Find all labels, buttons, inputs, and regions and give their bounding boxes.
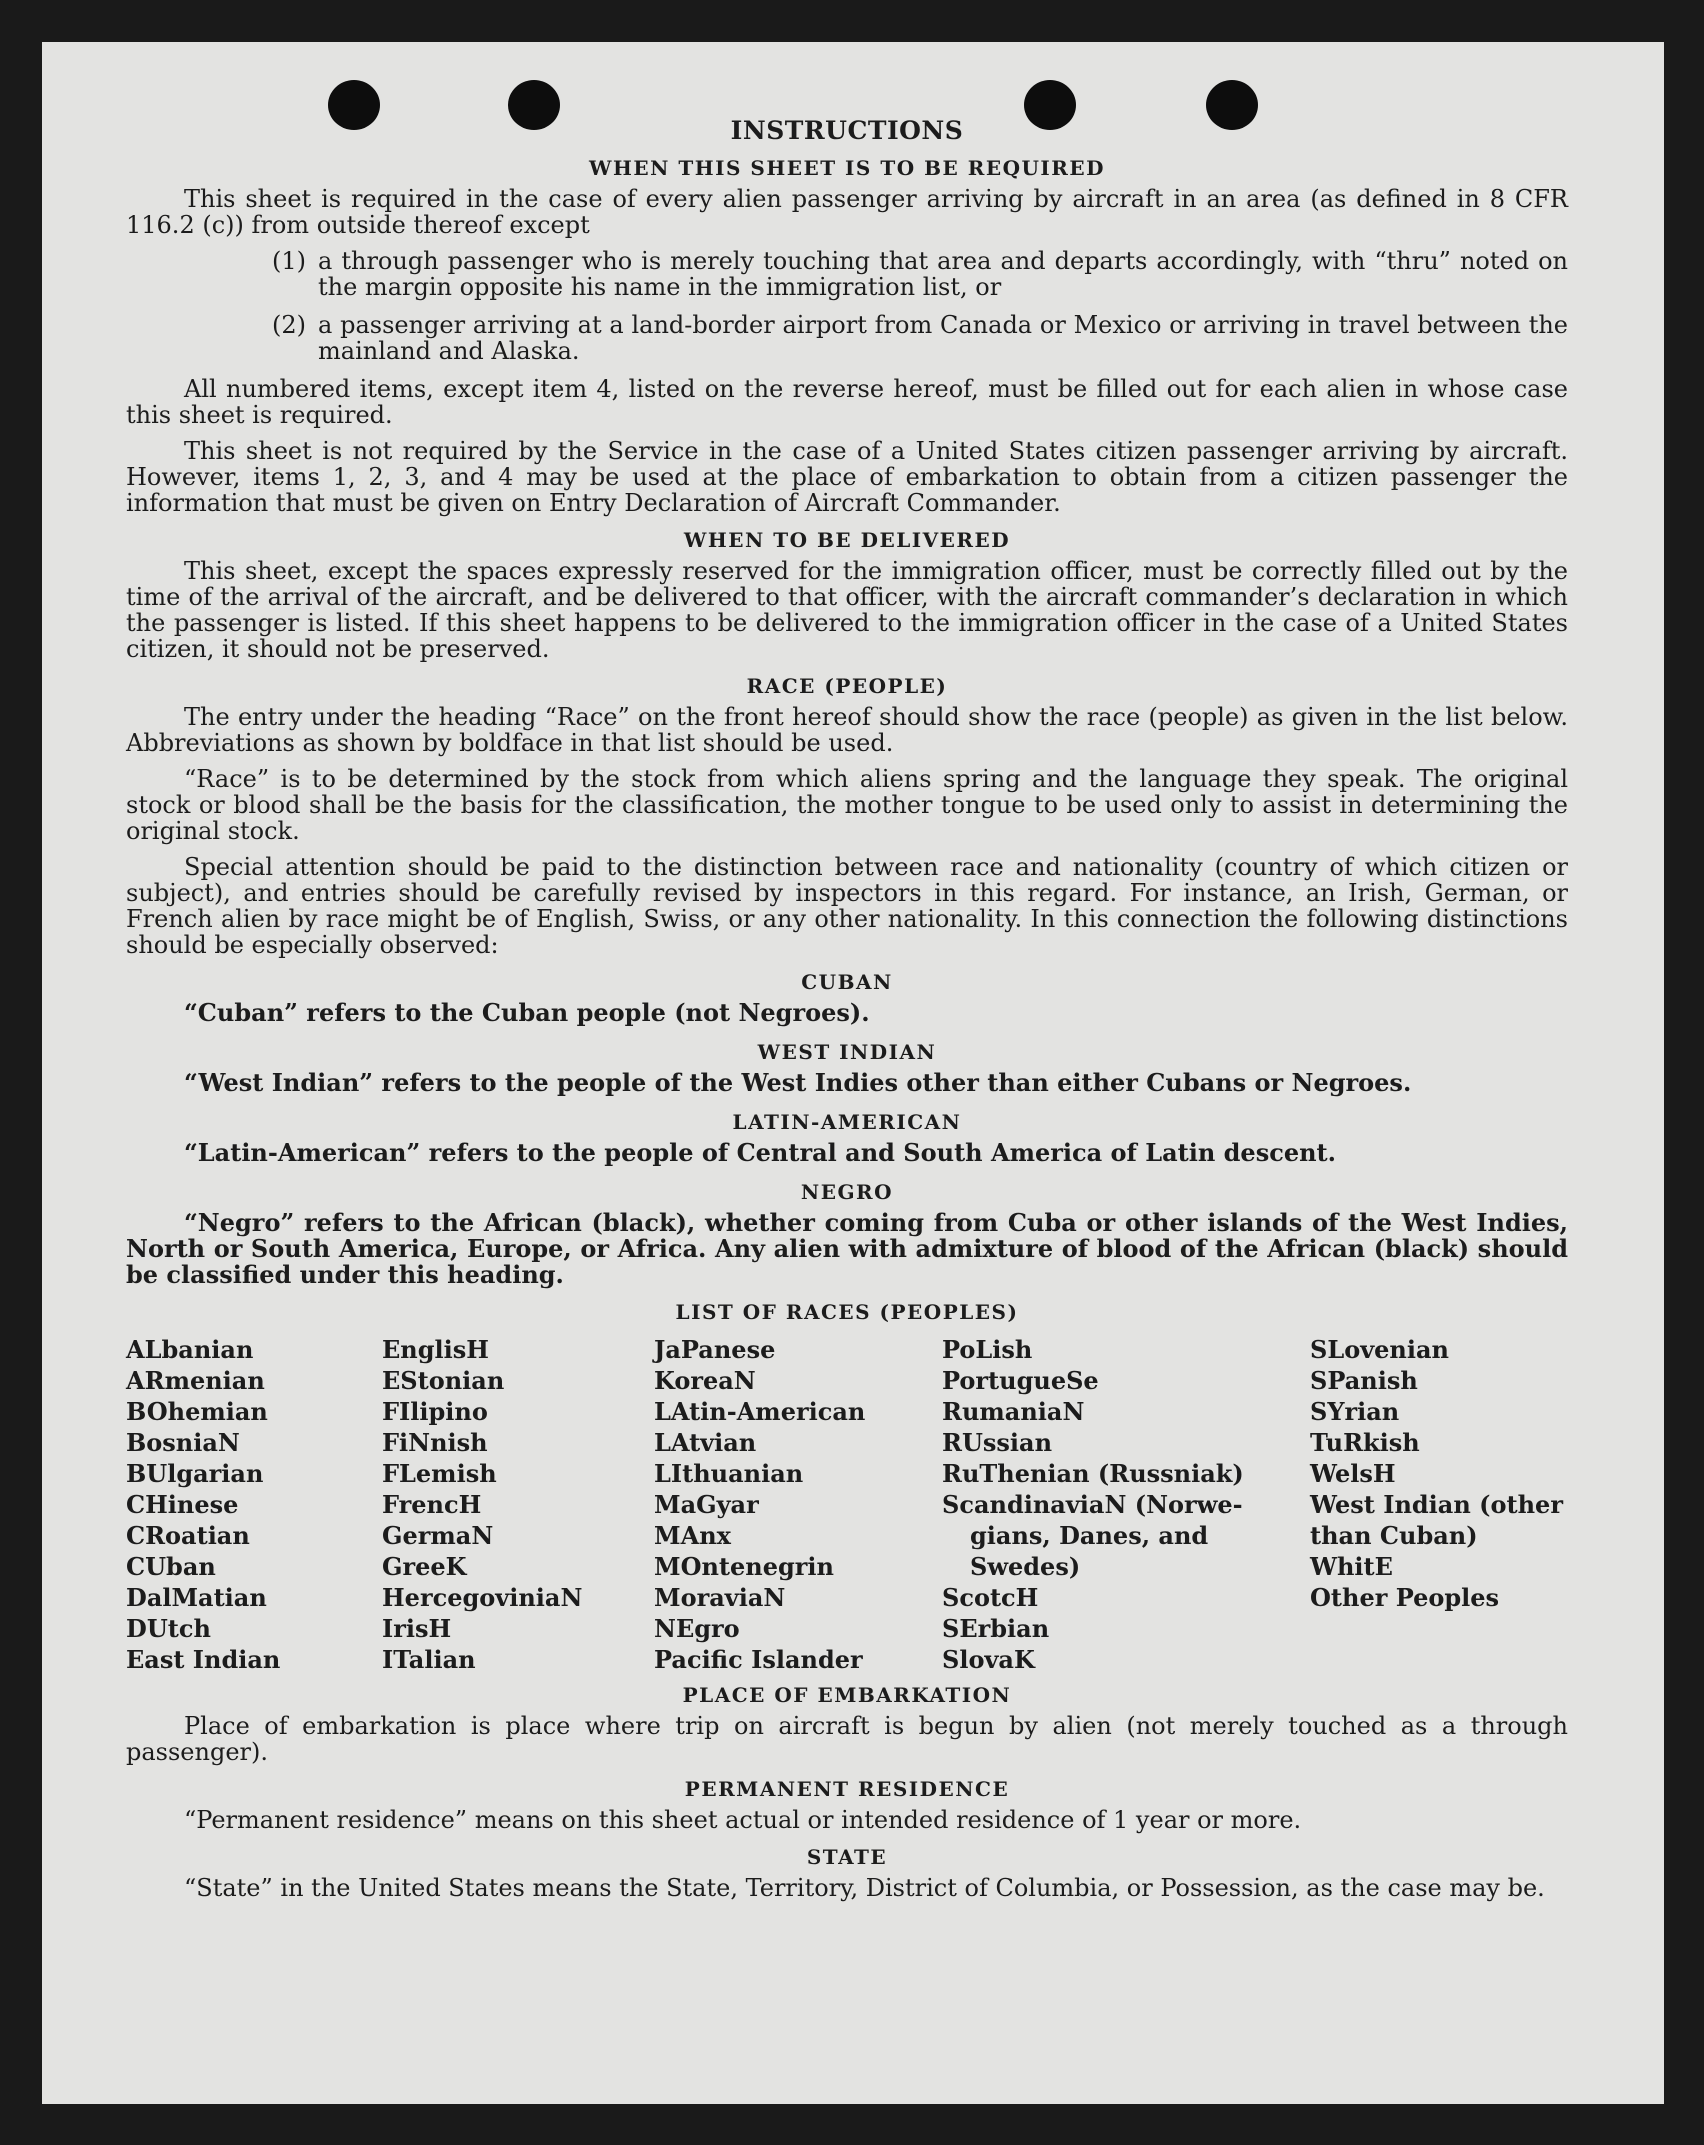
races-column [942, 1334, 1310, 1675]
race-entry: SYrian [1310, 1397, 1400, 1426]
race-entry: GreeK [382, 1552, 467, 1581]
race-entry: SErbian [942, 1614, 1050, 1643]
race-entry: NEgro [654, 1614, 740, 1643]
race-entry: GermaN [382, 1521, 494, 1550]
paragraph-delivery: This sheet, except the spaces expressly reserved for the immigration officer, must be correctly filled out by the time of the arrival of the aircraft, and be delivered to that officer, with the aircraft commander’s declaration in which the passenger is listed. If this sheet happens to be delivered to the immigration officer in the case of a United States citizen, it should not be preserved. [126, 557, 1568, 663]
race-entry: MoraviaN [654, 1583, 786, 1612]
paragraph-required-intro: This sheet is required in the case of every alien passenger arriving by aircraft in an area (as defined in 8 CFR 116.2 (c)) from outside thereof except [126, 185, 1568, 239]
race-entry: RUssian [942, 1428, 1053, 1457]
heading-latin-american: LATIN-AMERICAN [732, 1110, 962, 1134]
document-page [42, 42, 1664, 2104]
heading-when-delivered: WHEN TO BE DELIVERED [683, 528, 1011, 552]
race-entry: CHinese [126, 1490, 239, 1519]
race-entry: Pacific Islander [654, 1645, 863, 1674]
race-entry: BUlgarian [126, 1459, 264, 1488]
race-entry: HercegoviniaN [382, 1583, 583, 1612]
races-column [382, 1334, 654, 1675]
paragraph-citizen-passenger: This sheet is not required by the Service in the case of a United States citizen passenger arriving by aircraft. However, items 1, 2, 3, and 4 may be used at the place of embarkation to obtain from a citizen passenger the information that must be given on Entry Declaration of Aircraft Commander. [126, 437, 1568, 517]
heading-west-indian: WEST INDIAN [757, 1040, 937, 1064]
race-entry: SPanish [1310, 1366, 1418, 1395]
race-entry: DalMatian [126, 1583, 267, 1612]
heading-negro: NEGRO [800, 1180, 894, 1204]
exception-item [126, 248, 1568, 300]
race-entry: CRoatian [126, 1521, 250, 1550]
race-entry: BosniaN [126, 1428, 240, 1457]
definition-negro: “Negro” refers to the African (black), whether coming from Cuba or other islands of the West Indies, North or South America, Europe, or Africa. Any alien with admixture of blood of the African (black) should be classified under this heading. [126, 1208, 1568, 1289]
race-entry: CUban [126, 1552, 216, 1581]
heading-list-of-races: LIST OF RACES (PEOPLES) [675, 1300, 1019, 1324]
race-entry: EStonian [382, 1366, 505, 1395]
race-entry: LAtvian [654, 1428, 757, 1457]
race-entry: WelsH [1310, 1459, 1396, 1488]
race-entry: ScotcH [942, 1583, 1039, 1612]
race-entry: PoLish [942, 1335, 1033, 1364]
race-entry: East Indian [126, 1645, 281, 1674]
race-entry: SlovaK [942, 1645, 1035, 1674]
exception-number: (1) [272, 247, 306, 275]
race-entry: DUtch [126, 1614, 211, 1643]
paragraph-race-definition: “Race” is to be determined by the stock from which aliens spring and the language they speak. The original stock or blood shall be the basis for the classification, the mother tongue to be used only to assist in determining the original stock. [126, 765, 1568, 845]
heading-permanent-residence: PERMANENT RESIDENCE [684, 1777, 1010, 1801]
race-entry: ScandinaviaN (Norwe- [942, 1490, 1243, 1519]
race-entry: PortugueSe [942, 1366, 1099, 1395]
race-entry: EnglisH [382, 1335, 489, 1364]
race-entry: LIthuanian [654, 1459, 804, 1488]
race-entry: LAtin-American [654, 1397, 866, 1426]
race-entry: BOhemian [126, 1397, 268, 1426]
race-entry-continued: gians, Danes, and [970, 1521, 1209, 1550]
heading-race: RACE (PEOPLE) [746, 674, 948, 698]
exception-item [126, 312, 1568, 364]
page-title: INSTRUCTIONS [730, 116, 964, 145]
paragraph-race-nationality: Special attention should be paid to the distinction between race and nationality (country of which citizen or subject), and entries should be carefully revised by inspectors in this regard. For instance, an Irish, German, or French alien by race might be of English, Swiss, or any other nationality. In this connection the following distinctions should be especially observed: [126, 853, 1568, 959]
race-entry: FiNnish [382, 1428, 488, 1457]
race-entry: FIlipino [382, 1397, 488, 1426]
race-entry-continued: Swedes) [970, 1552, 1081, 1581]
exception-number: (2) [272, 311, 306, 339]
race-entry-continued: than Cuban) [1310, 1521, 1478, 1550]
race-entry: SLovenian [1310, 1335, 1449, 1364]
race-entry: TuRkish [1310, 1428, 1420, 1457]
definition-place-of-embarkation: Place of embarkation is place where trip on aircraft is begun by alien (not merely touched as a through passenger). [126, 1712, 1568, 1766]
definition-state: “State” in the United States means the State, Territory, District of Columbia, or Possession, as the case may be. [184, 1874, 1545, 1902]
race-entry: KoreaN [654, 1366, 756, 1395]
races-list [126, 1334, 1568, 1675]
race-entry: WhitE [1310, 1552, 1393, 1581]
race-entry: ITalian [382, 1645, 476, 1674]
race-entry: Other Peoples [1310, 1583, 1500, 1612]
definition-cuban: “Cuban” refers to the Cuban people (not Negroes). [184, 998, 870, 1027]
race-entry: JaPanese [654, 1335, 776, 1364]
race-entry: MAnx [654, 1521, 731, 1550]
definition-west-indian: “West Indian” refers to the people of the West Indies other than either Cubans or Negroes. [184, 1068, 1412, 1097]
heading-when-required: WHEN THIS SHEET IS TO BE REQUIRED [589, 156, 1105, 180]
paragraph-numbered-items: All numbered items, except item 4, listed on the reverse hereof, must be filled out for each alien in whose case this sheet is required. [126, 375, 1568, 429]
paragraph-race-entry: The entry under the heading “Race” on the front hereof should show the race (people) as given in the list below. Abbreviations as shown by boldface in that list should be used. [126, 703, 1568, 757]
heading-place-of-embarkation: PLACE OF EMBARKATION [682, 1683, 1012, 1707]
race-entry: ALbanian [126, 1335, 254, 1364]
definition-permanent-residence: “Permanent residence” means on this sheet actual or intended residence of 1 year or more. [184, 1806, 1302, 1834]
races-column [126, 1334, 382, 1675]
race-entry: RuThenian (Russniak) [942, 1459, 1244, 1488]
race-entry: FrencH [382, 1490, 482, 1519]
exception-text: a through passenger who is merely touching that area and departs accordingly, with “thru” noted on the margin opposite his name in the immigration list, or [318, 247, 1568, 301]
races-column [654, 1334, 942, 1675]
race-entry: IrisH [382, 1614, 452, 1643]
race-entry: RumaniaN [942, 1397, 1085, 1426]
instructions-body [126, 118, 1568, 1911]
race-entry: FLemish [382, 1459, 497, 1488]
race-entry: West Indian (other [1310, 1490, 1563, 1519]
definition-latin-american: “Latin-American” refers to the people of Central and South America of Latin descent. [184, 1138, 1336, 1167]
race-entry: ARmenian [126, 1366, 265, 1395]
races-column [1310, 1334, 1568, 1675]
heading-cuban: CUBAN [801, 970, 893, 994]
race-entry: MOntenegrin [654, 1552, 834, 1581]
heading-state: STATE [806, 1845, 888, 1869]
exception-text: a passenger arriving at a land-border airport from Canada or Mexico or arriving in travel between the mainland and Alaska. [318, 311, 1568, 365]
race-entry: MaGyar [654, 1490, 759, 1519]
